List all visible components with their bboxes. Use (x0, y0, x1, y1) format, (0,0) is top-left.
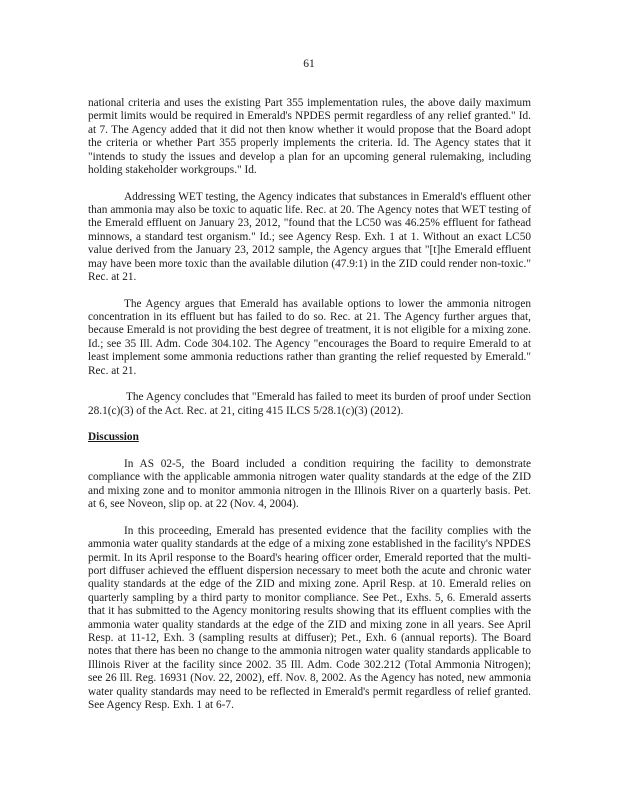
paragraph-as-02-5: In AS 02-5, the Board included a condition requiring the facility to demonstrate compliance with the applicable ammonia nitrogen water quality standards at the edge of the ZID and mixing zone and to monitor ammonia nitrogen in the Illinois River on a quarterly basis. Pet. at 6, see Noveon, slip op. at 22 (Nov. 4, 2004). (88, 457, 531, 511)
page-number: 61 (303, 58, 315, 70)
paragraph-continued: national criteria and uses the existing Part 355 implementation rules, the above daily maximum permit limits would be required in Emerald's NPDES permit regardless of any relief granted." Id. at 7. The Agency added that it did not then know whether it would propose that the Board adopt the criteria or whether Part 355 properly implements the criteria. Id. The Agency states that it "intends to study the issues and develop a plan for an upcoming general rulemaking, including holding stakeholder workgroups." Id. (88, 97, 531, 177)
document-body (88, 97, 531, 726)
paragraph-this-proceeding: In this proceeding, Emerald has presented evidence that the facility complies with the ammonia water quality standards at the edge of a mixing zone established in the facility's NPDES permit. In its April response to the Board's hearing officer order, Emerald reported that the multi-port diffuser achieved the effluent dispersion necessary to meet both the acute and chronic water quality standards at the edge of the ZID and mixing zone. April Resp. at 10. Emerald relies on quarterly sampling by a third party to monitor compliance. See Pet., Exhs. 5, 6. Emerald asserts that it has submitted to the Agency monitoring results showing that its effluent complies with the ammonia water quality standards at the edge of the ZID and mixing zone in all years. See April Resp. at 11-12, Exh. 3 (sampling results at diffuser); Pet., Exh. 6 (annual reports). The Board notes that there has been no change to the ammonia nitrogen water quality standards applicable to Illinois River at the facility since 2002. 35 Ill. Adm. Code 302.212 (Total Ammonia Nitrogen); see 26 Ill. Reg. 16931 (Nov. 22, 2002), eff. Nov. 8, 2002. As the Agency has noted, new ammonia water quality standards may need to be reflected in Emerald's permit regardless of relief granted. See Agency Resp. Exh. 1 at 6-7. (88, 524, 531, 711)
paragraph-agency-conclusion: The Agency concludes that "Emerald has failed to meet its burden of proof under Section 28.1(c)(3) of the Act. Rec. at 21, citing 415 ILCS 5/28.1(c)(3) (2012). (88, 391, 531, 417)
section-heading-discussion: Discussion (88, 431, 139, 444)
paragraph-wet-testing: Addressing WET testing, the Agency indicates that substances in Emerald's effluent other than ammonia may also be toxic to aquatic life. Rec. at 20. The Agency notes that WET testing of the Emerald effluent on January 23, 2012, "found that the LC50 was 46.25% effluent for fathead minnows, a standard test organism." Id.; see Agency Resp. Exh. 1 at 1. Without an exact LC50 value derived from the January 23, 2012 sample, the Agency argues that "[t]he Emerald effluent may have been more toxic than the available dilution (47.9:1) in the ZID could render non-toxic." Rec. at 21. (88, 190, 531, 284)
paragraph-available-options: The Agency argues that Emerald has available options to lower the ammonia nitrogen concentration in its effluent but has failed to do so. Rec. at 21. The Agency further argues that, because Emerald is not providing the best degree of treatment, it is not eligible for a mixing zone. Id.; see 35 Ill. Adm. Code 304.102. The Agency "encourages the Board to require Emerald to at least implement some ammonia reductions rather than granting the relief requested by Emerald." Rec. at 21. (88, 297, 531, 377)
